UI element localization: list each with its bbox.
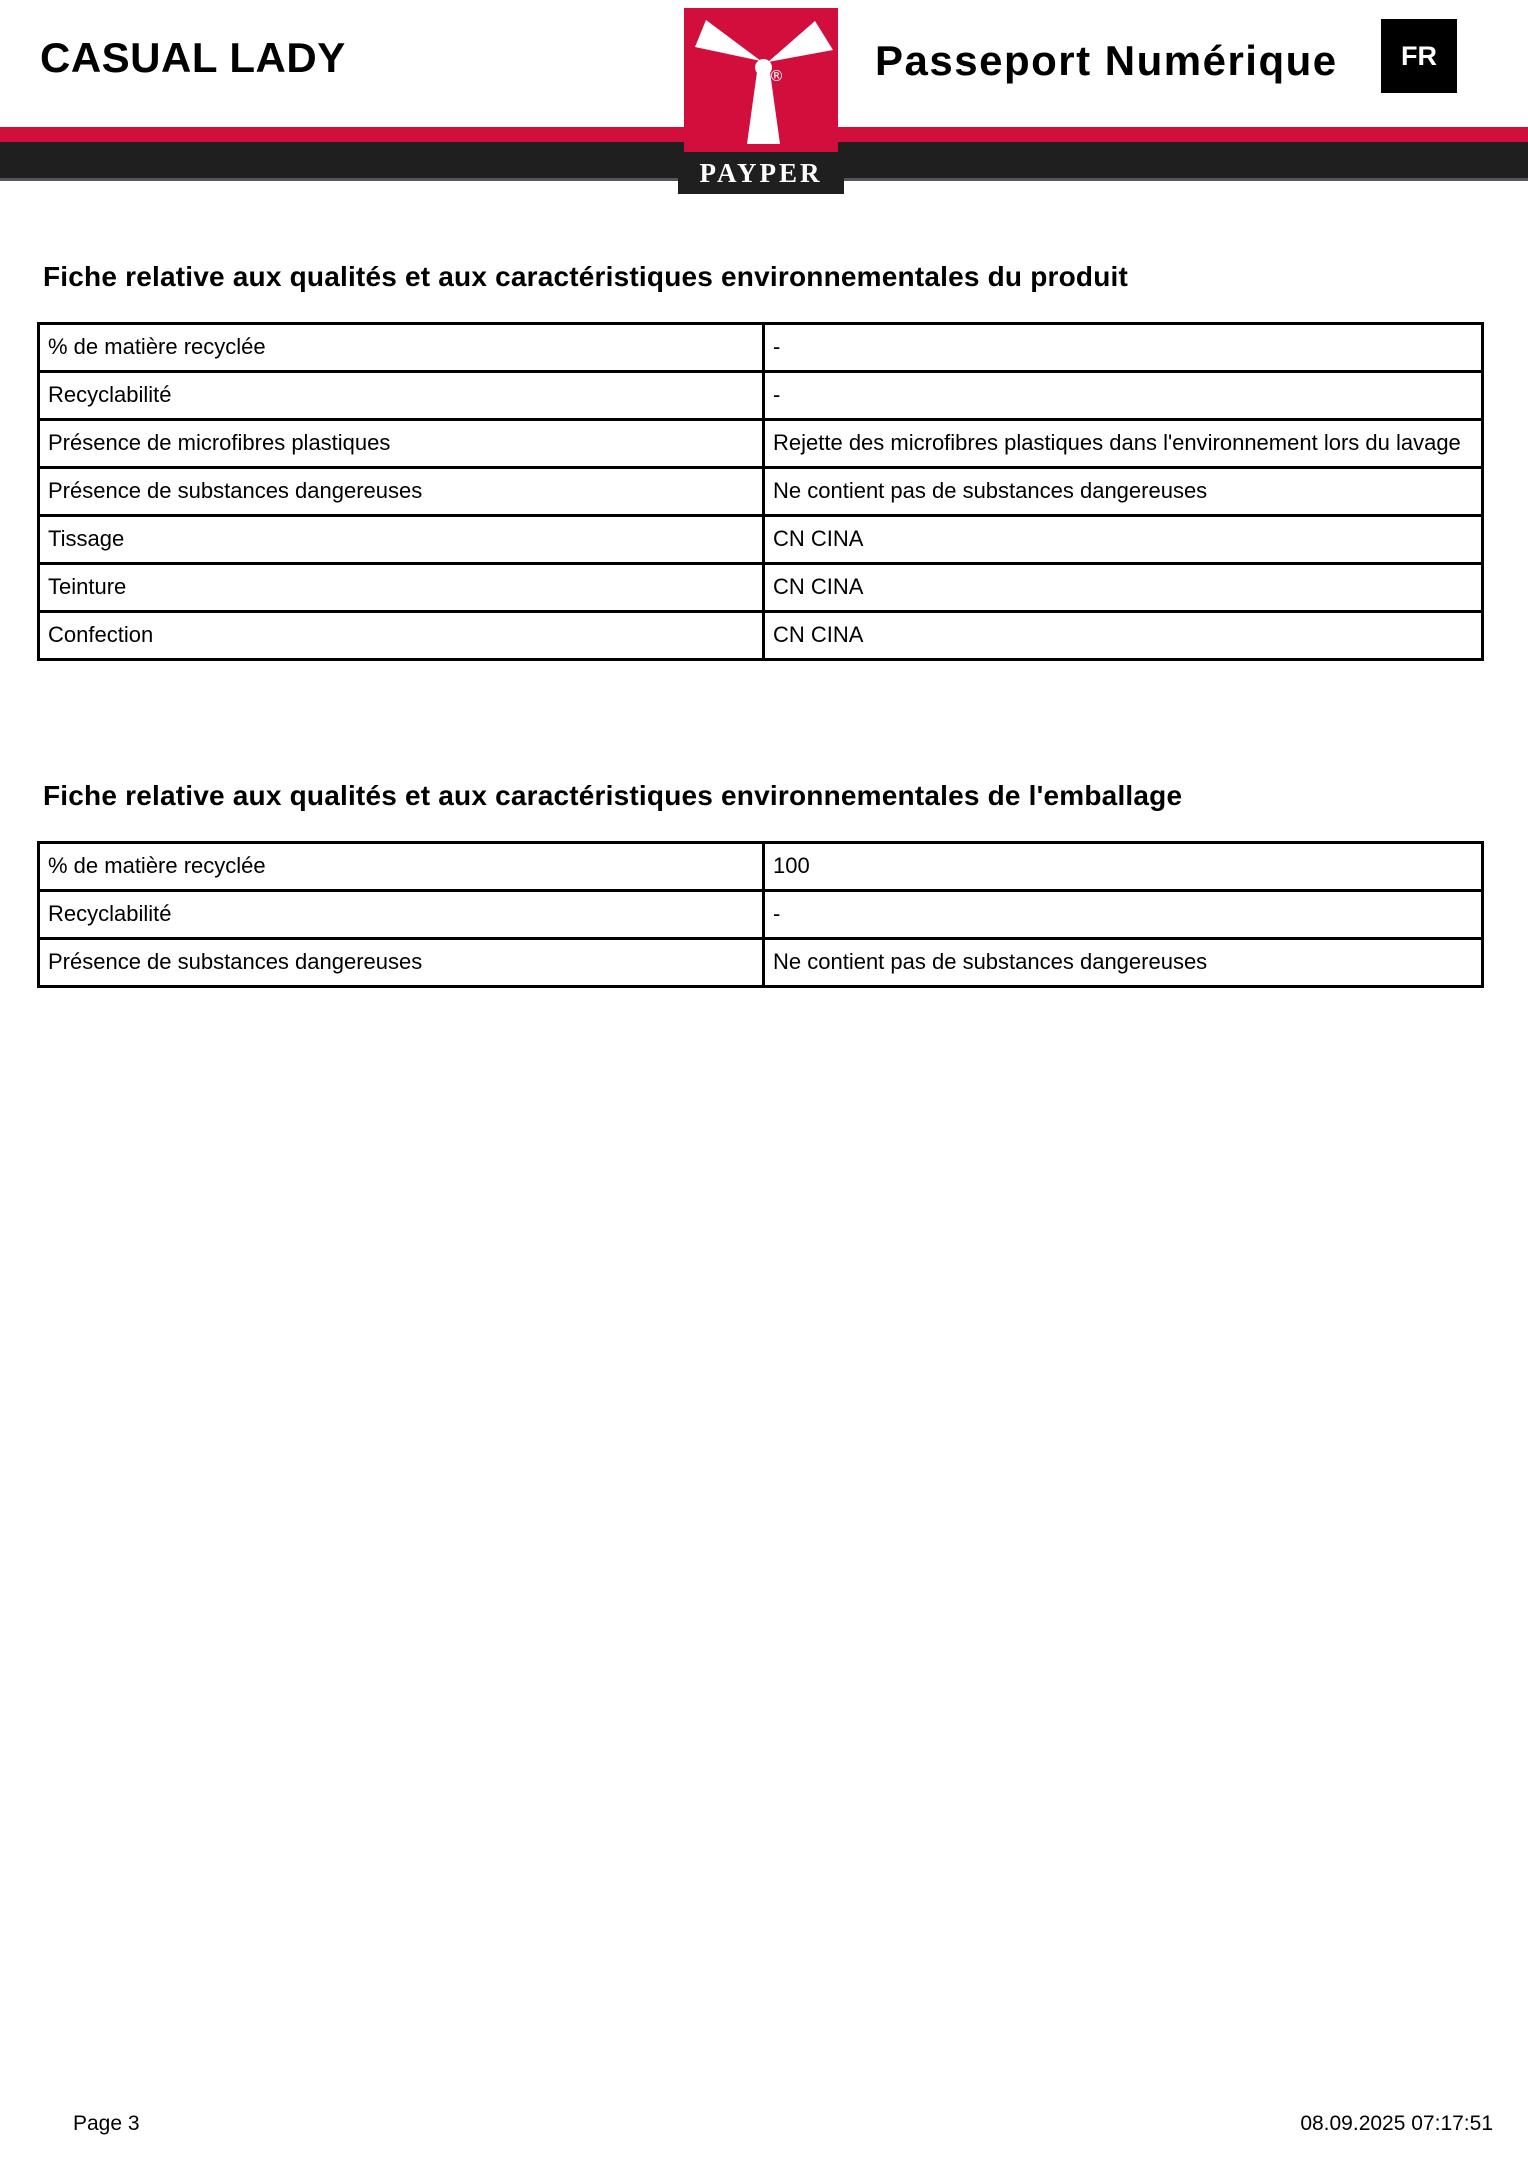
row-value: CN CINA <box>764 612 1483 660</box>
table-row <box>39 324 1483 372</box>
table-row <box>39 891 1483 939</box>
row-value: - <box>764 891 1483 939</box>
page-title: Passeport Numérique <box>875 37 1338 84</box>
payper-logo <box>678 8 844 194</box>
row-label: % de matière recyclée <box>39 324 764 372</box>
table-row <box>39 468 1483 516</box>
page-number: Page 3 <box>73 2112 140 2135</box>
product-name: CASUAL LADY <box>40 34 346 81</box>
footer-timestamp: 08.09.2025 07:17:51 <box>1300 2112 1493 2135</box>
row-value: Ne contient pas de substances dangereuses <box>764 468 1483 516</box>
row-label: Tissage <box>39 516 764 564</box>
table-row <box>39 564 1483 612</box>
row-value: - <box>764 324 1483 372</box>
section-title-product: Fiche relative aux qualités et aux caractéristiques environnementales du produit <box>43 261 1129 292</box>
row-value: Ne contient pas de substances dangereuses <box>764 939 1483 987</box>
row-label: Recyclabilité <box>39 891 764 939</box>
language-badge: FR <box>1381 19 1457 93</box>
row-label: Présence de substances dangereuses <box>39 468 764 516</box>
row-value: 100 <box>764 843 1483 891</box>
row-label: % de matière recyclée <box>39 843 764 891</box>
row-value: Rejette des microfibres plastiques dans l'environnement lors du lavage <box>764 420 1483 468</box>
table-row <box>39 372 1483 420</box>
row-label: Confection <box>39 612 764 660</box>
row-label: Teinture <box>39 564 764 612</box>
row-label: Présence de substances dangereuses <box>39 939 764 987</box>
product-environment-table <box>37 322 1484 661</box>
row-value: CN CINA <box>764 516 1483 564</box>
main-content <box>37 180 1461 988</box>
table-row <box>39 420 1483 468</box>
table-row <box>39 516 1483 564</box>
payper-logo-wordmark: PAYPER <box>699 157 823 188</box>
table-row <box>39 843 1483 891</box>
row-label: Présence de microfibres plastiques <box>39 420 764 468</box>
section-title-packaging: Fiche relative aux qualités et aux caractéristiques environnementales de l'emballage <box>43 780 1183 811</box>
registered-trademark-icon: ® <box>769 67 784 85</box>
row-value: CN CINA <box>764 564 1483 612</box>
row-label: Recyclabilité <box>39 372 764 420</box>
table-row <box>39 612 1483 660</box>
row-value: - <box>764 372 1483 420</box>
table-row <box>39 939 1483 987</box>
header <box>0 0 1528 196</box>
packaging-environment-table <box>37 841 1484 988</box>
